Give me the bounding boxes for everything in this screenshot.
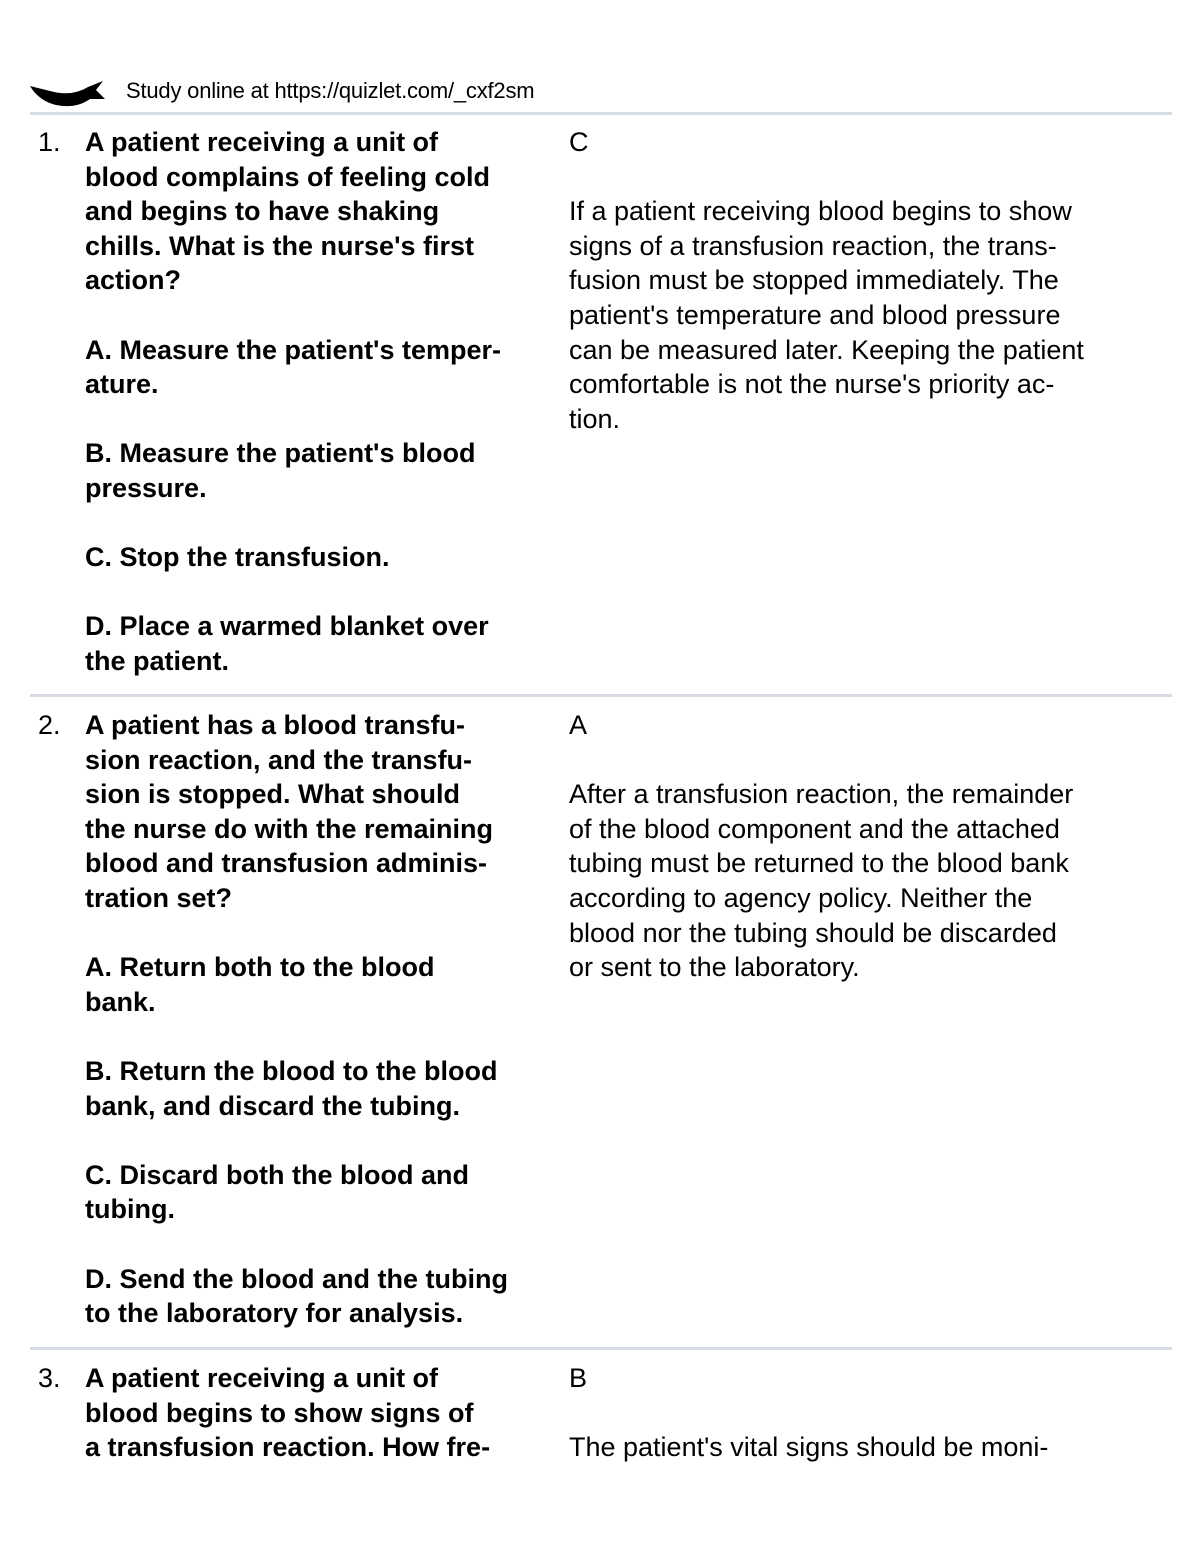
question bbox=[85, 1361, 563, 1465]
option-d: D. Send the blood and the tubing to the laboratory for analysis. bbox=[85, 1263, 508, 1329]
question-line: action? bbox=[85, 265, 182, 296]
option-b: B. Return the blood to the blood bank, and discard the tubing. bbox=[85, 1055, 498, 1121]
answer bbox=[569, 125, 1169, 436]
option-a: A. Return both to the blood bank. bbox=[85, 952, 435, 1017]
answer bbox=[569, 1361, 1169, 1465]
page-header bbox=[30, 74, 1172, 108]
question-line: blood begins to show signs of bbox=[85, 1397, 474, 1428]
quizlet-logo-icon bbox=[30, 78, 106, 108]
answer bbox=[569, 708, 1169, 985]
answer-letter: A bbox=[569, 710, 588, 740]
card-number: 1. bbox=[38, 127, 61, 157]
question-line: A patient has a blood transfu- bbox=[85, 710, 466, 740]
question-line: and begins to have shaking bbox=[85, 196, 440, 227]
explanation: After a transfusion reaction, the remainder of the blood component and the attached tubing must be returned to the blood bank according to agency policy. Neither the blood nor the tubing should be discarded or sent to the laboratory. bbox=[569, 779, 1074, 983]
answer-letter: C bbox=[569, 127, 589, 157]
answer-letter: B bbox=[569, 1363, 588, 1393]
divider bbox=[30, 1347, 1172, 1350]
card-number: 3. bbox=[38, 1363, 61, 1393]
explanation: If a patient receiving blood begins to show signs of a transfusion reaction, the trans- fusion must be stopped immediately. The patient's temperature and blood pressure can be measured later. Keeping the patient comfortable is not the nurse's priority ac- tion. bbox=[569, 196, 1084, 434]
option-a: A. Measure the patient's temper- ature. bbox=[85, 334, 502, 400]
card-number: 2. bbox=[38, 710, 61, 740]
question-line: chills. What is the nurse's first bbox=[85, 230, 475, 261]
question-line: A patient receiving a unit of bbox=[85, 127, 439, 157]
question-line: blood complains of feeling cold bbox=[85, 161, 491, 192]
question bbox=[85, 125, 563, 679]
option-c: C. Discard both the blood and tubing. bbox=[85, 1159, 469, 1225]
divider bbox=[30, 112, 1172, 115]
question-line: A patient receiving a unit of bbox=[85, 1363, 439, 1393]
question-line: the nurse do with the remaining bbox=[85, 813, 494, 844]
question-line: a transfusion reaction. How fre- bbox=[85, 1432, 491, 1463]
option-c: C. Stop the transfusion. bbox=[85, 542, 390, 573]
option-d: D. Place a warmed blanket over the patient. bbox=[85, 611, 489, 676]
question-line: sion reaction, and the transfu- bbox=[85, 744, 473, 775]
question-line: tration set? bbox=[85, 882, 233, 913]
question bbox=[85, 708, 563, 1331]
question-line: sion is stopped. What should bbox=[85, 779, 460, 810]
study-online-link[interactable]: Study online at https://quizlet.com/_cxf2sm bbox=[126, 78, 535, 103]
option-b: B. Measure the patient's blood pressure. bbox=[85, 438, 476, 503]
divider bbox=[30, 694, 1172, 697]
explanation: The patient's vital signs should be moni- bbox=[569, 1432, 1049, 1463]
question-line: blood and transfusion adminis- bbox=[85, 848, 488, 879]
